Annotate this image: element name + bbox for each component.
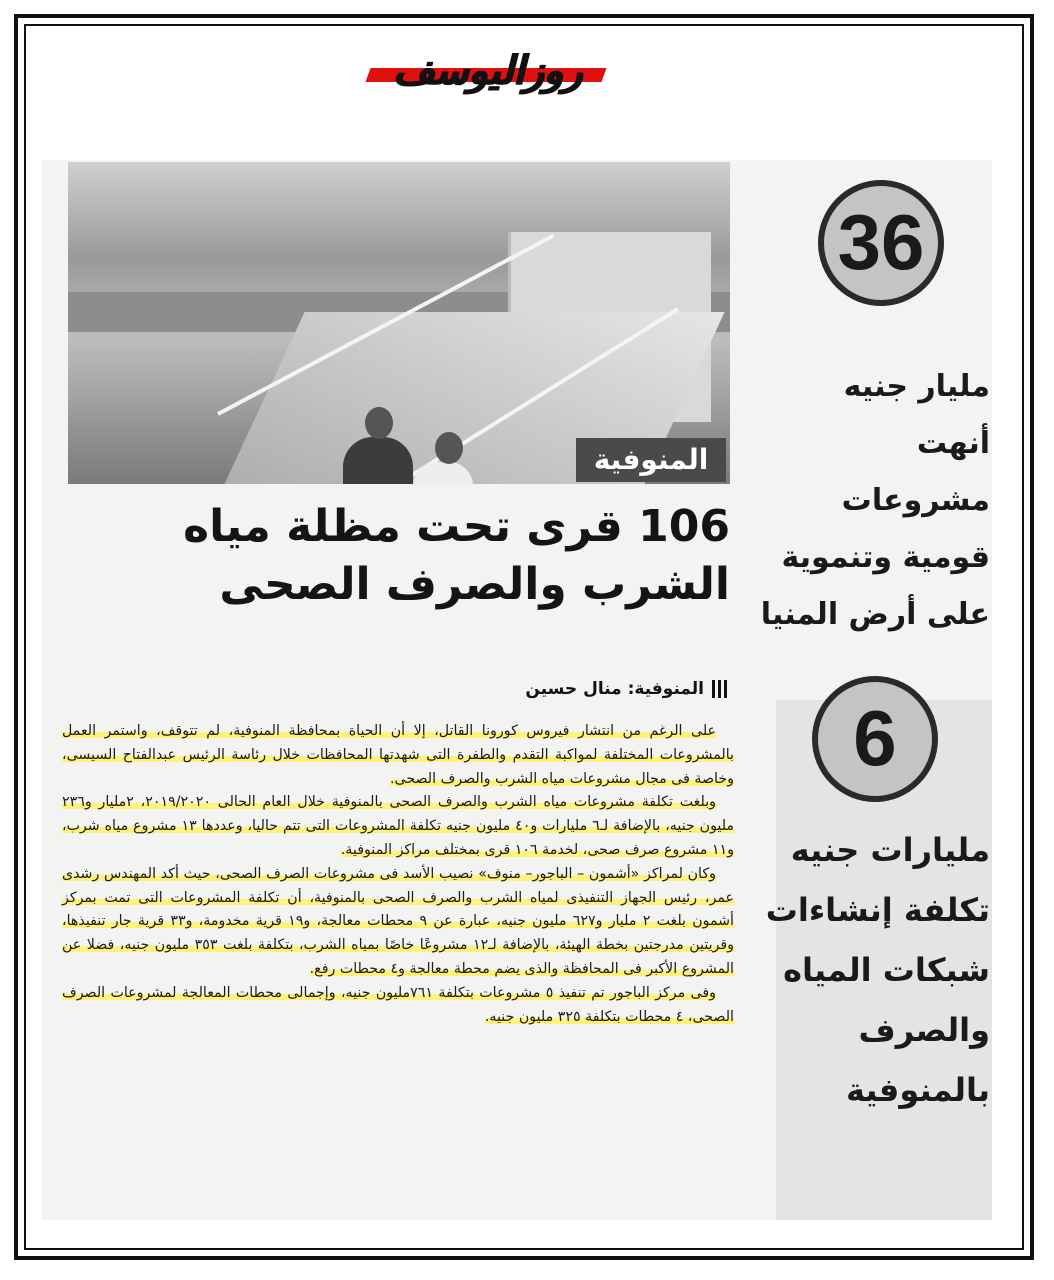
logo-text: روزاليوسف [392,48,582,94]
photo-caption-tag: المنوفية [576,438,726,482]
article-paragraph [62,863,734,982]
photo-person [343,437,413,484]
paragraph-text: وكان لمراكز «أشمون – الباجور– منوف» نصيب الأسد فى مشروعات الصرف الصحى، حيث أكد المهندس رشدى عمر، رئيس الجهاز التنفيذى لمياه الشرب والصرف الصحى بالمنوفية، أن تكلفة المشروعات التى تمت بمركز أشمون بلغت ٢ مليار و٦٢٧ مليون جنيه، عبارة عن ٩ محطات معالجة، و١٩ قرية مخدومة، و٣٣ قرية جار تنفيذها، وقريتين مدرجتين بخطة الهيئة، بالإضافة لـ١٢ مشروعًا خاصًا بمياه الشرب، بتكلفة بلغت ٣٥٣ مليون جنيه، فضلا عن المشروع الأكبر فى المحافظة والذى يضم محطة معالجة و٤ محطات رفع. [62,865,735,977]
article-body [62,720,734,1029]
stat2-line: بالمنوفية [845,1071,990,1109]
stat2-caption [760,820,990,1120]
byline-text: المنوفية: منال حسين [525,679,704,699]
stat2-number-badge: 6 [812,676,938,802]
paragraph-text: على الرغم من انتشار فيروس كورونا القاتل، إلا أن الحياة بمحافظة المنوفية، لم تتوقف، واستمر العمل بالمشروعات المختلفة لمواكبة التقدم والطفرة التى شهدتها المحافظات خلال رئاسة الرئيس عبدالفتاح السيسى، وخاصة فى مجال مشروعات مياه الشرب والصرف الصحى. [62,723,734,787]
paragraph-text: وفى مركز الباجور تم تنفيذ ٥ مشروعات بتكلفة ٧٦١مليون جنيه، وإجمالى محطات المعالجة لمشروعات الصرف الصحى، ٤ محطات بتكلفة ٣٢٥ مليون جنيه. [62,984,734,1025]
stat2-line: شبكات المياه [783,951,990,989]
stat1-line: على أرض المنيا [760,597,990,632]
stat2-line: مليارات جنيه [790,831,990,869]
article-headline: 106 قرى تحت مظلة مياه الشرب والصرف الصحى [183,501,730,610]
article-paragraph [62,720,734,791]
article-paragraph [62,791,734,862]
stat1-number-badge: 36 [818,180,944,306]
stat2-line: والصرف [858,1011,990,1049]
stat1-line: قومية وتنموية [781,540,990,575]
sidebar-stats [760,160,992,1220]
paragraph-text: وبلغت تكلفة مشروعات مياه الشرب والصرف الصحى بالمنوفية خلال العام الحالى ٢٠١٩/٢٠٢٠، ٢مليار و٢٣٦ مليون جنيه، بالإضافة لـ٦ مليارات و٤٠ مليون جنيه تكلفة المشروعات التى تتم حاليا، وعددها ١٣ مشروع مياه شرب، و١١ مشروع صرف صحى، لخدمة ١٠٦ قرى بمختلف مراكز المنوفية. [62,794,735,858]
stat2-line: تكلفة إنشاءات [765,891,990,929]
article-byline [420,676,730,702]
article-photo [68,162,730,484]
stat1-caption [760,358,990,643]
article-paragraph [62,982,734,1030]
stat1-line: مليار جنيه [843,369,990,404]
stat1-line: أنهت مشروعات [841,426,990,518]
byline-bars-icon [712,680,730,698]
masthead-logo [362,44,612,98]
